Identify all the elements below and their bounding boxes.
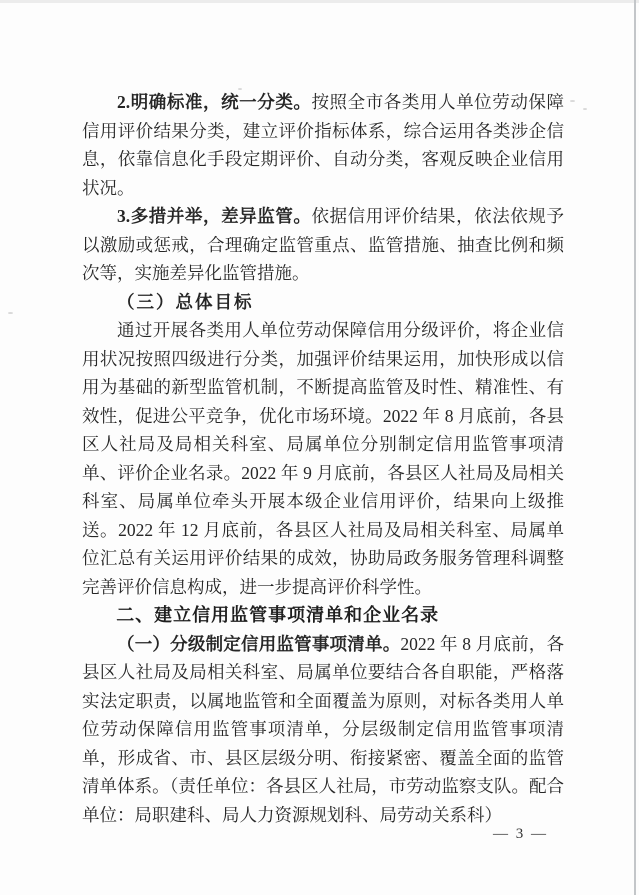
section-heading-overall-goal: （三）总体目标	[117, 291, 254, 312]
paragraph-lead: （一）分级制定信用监管事项清单。	[117, 633, 401, 654]
scan-edge-line	[634, 0, 636, 895]
paragraph-lead: 3.多措并举，差异监管。	[117, 206, 312, 226]
paragraph-text: 2022 年 8 月底前，各县区人社局及局相关科室、局属单位要结合各自职能，严格落实法定职责，以属地监管和全面覆盖为原则，对标各类用人单位劳动保障信用监管事项清单，分层级制定信用监管事项清单，形成省、市、县区层级分明、衔接紧密、覆盖全面的监管清单体系。（责任单位：各县区人社局，市劳动监察支队。配合单位：局职建科、局人力资源规划科、局劳动关系科）	[82, 633, 565, 825]
chapter-heading-2: 二、建立信用监管事项清单和企业名录	[116, 605, 440, 625]
paragraph-item-list	[82, 630, 564, 830]
paragraph-item-3	[82, 202, 564, 288]
document-body	[82, 88, 564, 829]
scan-speck	[570, 100, 575, 102]
paragraph-text: 按照全市各类用人单位劳动保障信用评价结果分类，建立评价指标体系，综合运用各类涉企信息，依靠信息化手段定期评价、自动分类，客观反映企业信用状况。	[82, 92, 564, 198]
page-number: — 3 —	[493, 826, 548, 842]
paragraph-lead: 2.明确标准，统一分类。	[117, 92, 312, 112]
scan-speck	[8, 312, 13, 314]
paragraph-text: 依据信用评价结果，依法依规予以激励或惩戒，合理确定监管重点、监管措施、抽查比例和频次等，实施差异化监管措施。	[82, 206, 564, 283]
paragraph-text: 通过开展各类用人单位劳动保障信用分级评价，将企业信用状况按照四级进行分类，加强评价结果运用，加快形成以信用为基础的新型监管机制，不断提高监管及时性、精准性、有效性，促进公平竞争，优化市场环境。2022 年 8 月底前，各县区人社局及局相关科室、局属单位分别制定信用监管事项清单、评价企业名录。2022 年 9 月底前，各县区人社局及局相关科室、局属单位牵头开展本级企业信用评价，结果向上级推送。2022 年 12 月底前，各县区人社局及局相关科室、局属单位汇总有关运用评价结果的成效，协助局政务服务管理科调整完善评价信息构成，进一步提高评价科学性。	[82, 320, 564, 597]
scan-speck	[583, 108, 587, 110]
paragraph-overall-goal	[82, 316, 564, 601]
paragraph-item-2	[82, 88, 564, 202]
scan-top-edge	[0, 0, 639, 3]
